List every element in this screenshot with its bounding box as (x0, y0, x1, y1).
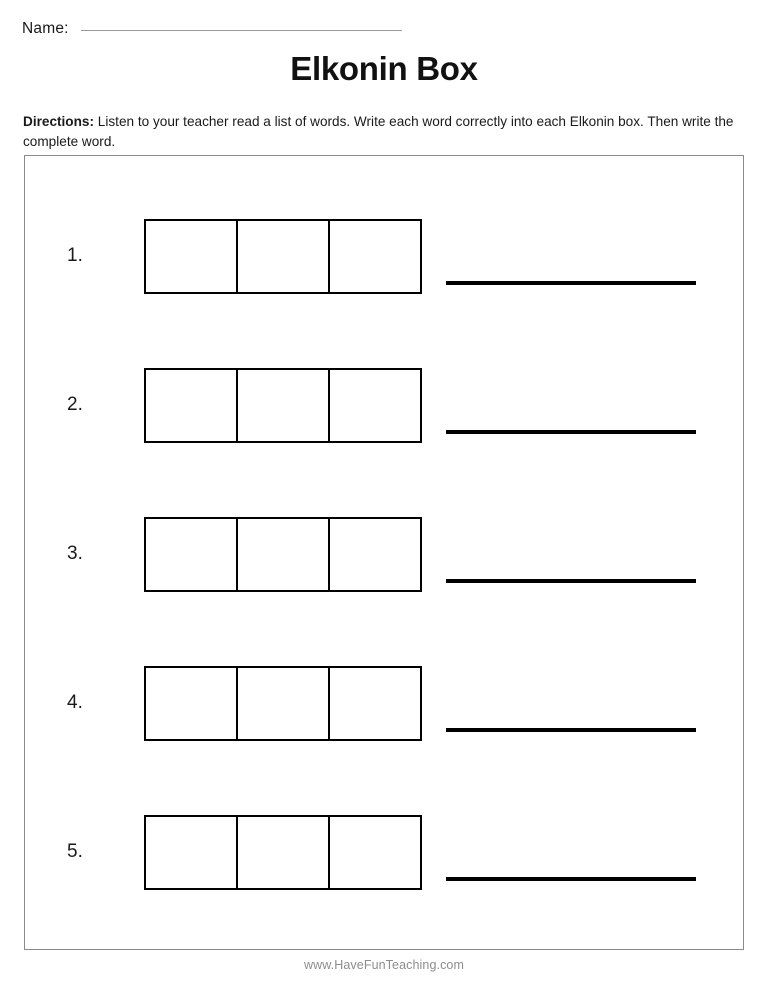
problem-rows (25, 156, 745, 951)
name-input-line[interactable] (81, 29, 402, 31)
elkonin-cell-3-2[interactable] (238, 519, 330, 590)
problem-row-5 (25, 807, 745, 907)
elkonin-cell-5-2[interactable] (238, 817, 330, 888)
elkonin-grid-4 (144, 666, 422, 741)
elkonin-cell-4-2[interactable] (238, 668, 330, 739)
problem-number-3: 3. (67, 543, 83, 564)
elkonin-cell-5-1[interactable] (146, 817, 238, 888)
elkonin-grid-5 (144, 815, 422, 890)
elkonin-grid-2 (144, 368, 422, 443)
elkonin-cell-3-1[interactable] (146, 519, 238, 590)
elkonin-cell-1-3[interactable] (330, 221, 420, 292)
problem-row-4 (25, 658, 745, 758)
worksheet-frame (24, 155, 744, 950)
elkonin-cell-1-1[interactable] (146, 221, 238, 292)
elkonin-cell-2-3[interactable] (330, 370, 420, 441)
elkonin-cell-2-2[interactable] (238, 370, 330, 441)
answer-line-3[interactable] (446, 579, 696, 583)
elkonin-grid-3 (144, 517, 422, 592)
elkonin-cell-5-3[interactable] (330, 817, 420, 888)
page-title: Elkonin Box (290, 50, 478, 87)
problem-number-4: 4. (67, 692, 83, 713)
elkonin-cell-3-3[interactable] (330, 519, 420, 590)
problem-number-2: 2. (67, 394, 83, 415)
name-label: Name: (22, 20, 69, 37)
elkonin-cell-4-3[interactable] (330, 668, 420, 739)
footer-website: www.HaveFunTeaching.com (303, 958, 464, 972)
problem-number-5: 5. (67, 841, 83, 862)
directions-body: Listen to your teacher read a list of words. Write each word correctly into each Elkonin box. Then write the complete word. (23, 114, 734, 149)
answer-line-2[interactable] (446, 430, 696, 434)
problem-row-1 (25, 211, 745, 311)
elkonin-cell-1-2[interactable] (238, 221, 330, 292)
problem-row-2 (25, 360, 745, 460)
elkonin-grid-1 (144, 219, 422, 294)
answer-line-1[interactable] (446, 281, 696, 285)
answer-line-4[interactable] (446, 728, 696, 732)
elkonin-cell-4-1[interactable] (146, 668, 238, 739)
elkonin-cell-2-1[interactable] (146, 370, 238, 441)
answer-line-5[interactable] (446, 877, 696, 881)
problem-row-3 (25, 509, 745, 609)
name-field-row (22, 20, 402, 46)
problem-number-1: 1. (67, 245, 83, 266)
directions-label: Directions: (23, 114, 95, 129)
directions-text (23, 112, 747, 152)
